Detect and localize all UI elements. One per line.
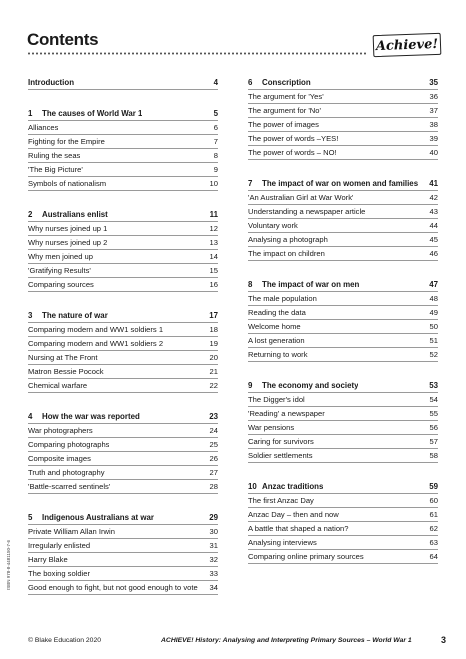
toc-entry[interactable]: [28, 236, 218, 250]
toc-entry-title: Returning to work: [248, 350, 308, 359]
toc-entry-title: A lost generation: [248, 336, 305, 345]
toc-entry[interactable]: [28, 177, 218, 191]
section-title: The impact of war on women and families: [262, 179, 419, 188]
toc-entry[interactable]: [248, 393, 438, 407]
section-title: The economy and society: [262, 381, 359, 390]
toc-entry-page: 57: [429, 437, 438, 446]
toc-entry-page: 6: [213, 123, 218, 132]
section-title: How the war was reported: [42, 412, 140, 421]
toc-entry[interactable]: [248, 421, 438, 435]
toc-entry-title: Comparing online primary sources: [248, 552, 364, 561]
toc-entry-page: 50: [429, 322, 438, 331]
toc-entry-page: 34: [209, 583, 218, 592]
toc-entry-title: Why men joined up: [28, 252, 94, 261]
toc-entry-title: The power of words –YES!: [248, 134, 339, 143]
toc-entry-page: 14: [209, 252, 218, 261]
toc-section: [28, 107, 218, 191]
toc-entry-page: 16: [209, 280, 218, 289]
toc-entry-page: 30: [209, 527, 218, 536]
toc-entry-title: Alliances: [28, 123, 59, 132]
toc-entry-title: The argument for 'Yes': [248, 92, 324, 101]
toc-entry-title: 'Gratifying Results': [28, 266, 91, 275]
toc-entry[interactable]: [248, 320, 438, 334]
footer: [28, 636, 446, 648]
dotted-rule: [27, 52, 367, 55]
toc-entry[interactable]: [28, 525, 218, 539]
toc-entry-page: 37: [429, 106, 438, 115]
toc-entry-title: The power of images: [248, 120, 319, 129]
toc-entry-page: 33: [209, 569, 218, 578]
section-number: 3: [28, 311, 33, 320]
toc-entry-title: Soldier settlements: [248, 451, 313, 460]
toc-entry-page: 7: [213, 137, 218, 146]
toc-section-heading[interactable]: [248, 177, 438, 191]
section-title: Introduction: [28, 78, 75, 87]
toc-entry[interactable]: [248, 292, 438, 306]
toc-entry-title: Chemical warfare: [28, 381, 88, 390]
section-title: Australians enlist: [42, 210, 108, 219]
toc-section: [248, 480, 438, 564]
toc-entry[interactable]: [248, 508, 438, 522]
toc-section: [28, 410, 218, 494]
section-page: 11: [209, 210, 218, 219]
toc-entry-title: Understanding a newspaper article: [248, 207, 366, 216]
toc-entry-title: Harry Blake: [28, 555, 68, 564]
toc-entry-title: Comparing photographs: [28, 440, 110, 449]
toc-entry[interactable]: [28, 438, 218, 452]
toc-entry-page: 51: [429, 336, 438, 345]
toc-entry[interactable]: [28, 365, 218, 379]
section-page: 35: [429, 78, 438, 87]
toc-entry-title: Nursing at The Front: [28, 353, 98, 362]
toc-entry-title: 'Reading' a newspaper: [248, 409, 325, 418]
toc-entry-title: Truth and photography: [28, 468, 105, 477]
toc-entry-title: Good enough to fight, but not good enough to vote: [28, 583, 198, 592]
section-number: 8: [248, 280, 253, 289]
toc-entry-title: Comparing modern and WW1 soldiers 1: [28, 325, 164, 334]
toc-entry-title: Comparing modern and WW1 soldiers 2: [28, 339, 164, 348]
section-page: 17: [209, 311, 218, 320]
toc-entry-page: 64: [429, 552, 438, 561]
section-page: 4: [213, 78, 218, 87]
page-title: Contents: [27, 30, 99, 49]
toc-entry[interactable]: [248, 247, 438, 261]
toc-entry-page: 49: [429, 308, 438, 317]
toc-entry[interactable]: [28, 278, 218, 292]
toc-section-heading[interactable]: [248, 480, 438, 494]
toc-entry-title: 'The Big Picture': [28, 165, 83, 174]
toc-entry[interactable]: [248, 191, 438, 205]
toc-entry-page: 25: [209, 440, 218, 449]
toc-entry-page: 26: [209, 454, 218, 463]
toc-entry-page: 13: [209, 238, 218, 247]
toc-entry-page: 32: [209, 555, 218, 564]
toc-column-left: [28, 76, 218, 612]
toc-entry[interactable]: [248, 435, 438, 449]
section-title: The impact of war on men: [262, 280, 360, 289]
toc-section-heading[interactable]: [28, 76, 218, 90]
section-title: Indigenous Australians at war: [42, 513, 154, 522]
toc-entry[interactable]: [248, 522, 438, 536]
toc-entry-title: Reading the data: [248, 308, 306, 317]
toc-entry-page: 22: [209, 381, 218, 390]
toc-entry-title: The male population: [248, 294, 317, 303]
section-page: 23: [209, 412, 218, 421]
toc-entry-page: 63: [429, 538, 438, 547]
toc-entry[interactable]: [28, 121, 218, 135]
toc-entry-title: War photographers: [28, 426, 93, 435]
toc-entry[interactable]: [248, 90, 438, 104]
section-number: 5: [28, 513, 33, 522]
toc-entry[interactable]: [248, 449, 438, 463]
toc-section-heading[interactable]: [28, 309, 218, 323]
section-number: 4: [28, 412, 33, 421]
toc-entry-page: 42: [429, 193, 438, 202]
section-title: The causes of World War 1: [42, 109, 143, 118]
toc-entry-page: 31: [209, 541, 218, 550]
toc-entry-page: 38: [429, 120, 438, 129]
toc-entry-page: 44: [429, 221, 438, 230]
isbn-text: ISBN 978-8-4481150-7-6: [6, 540, 11, 590]
toc-entry[interactable]: [28, 553, 218, 567]
toc-entry[interactable]: [248, 146, 438, 160]
toc-entry-title: Analysing a photograph: [248, 235, 328, 244]
toc-entry[interactable]: [248, 132, 438, 146]
toc-entry[interactable]: [248, 306, 438, 320]
toc-entry-page: 9: [213, 165, 218, 174]
toc-entry-page: 8: [213, 151, 218, 160]
toc-entry[interactable]: [28, 351, 218, 365]
section-page: 5: [213, 109, 218, 118]
toc-entry[interactable]: [28, 337, 218, 351]
toc-entry-page: 55: [429, 409, 438, 418]
toc-entry-page: 10: [209, 179, 218, 188]
toc-entry[interactable]: [28, 424, 218, 438]
toc-section: [28, 76, 218, 90]
toc-entry-page: 27: [209, 468, 218, 477]
toc-entry-title: The boxing soldier: [28, 569, 91, 578]
toc-entry-title: Ruling the seas: [28, 151, 81, 160]
section-page: 53: [429, 381, 438, 390]
toc-section-heading[interactable]: [28, 410, 218, 424]
section-page: 47: [429, 280, 438, 289]
toc-section: [248, 177, 438, 261]
page-number: 3: [440, 635, 446, 645]
toc-entry-title: Irregularly enlisted: [28, 541, 91, 550]
toc-entry[interactable]: [28, 379, 218, 393]
toc-entry[interactable]: [28, 567, 218, 581]
toc-entry-page: 46: [429, 249, 438, 258]
toc-entry-page: 43: [429, 207, 438, 216]
section-page: 41: [429, 179, 438, 188]
toc-entry-title: 'An Australian Girl at War Work': [248, 193, 354, 202]
toc-entry[interactable]: [28, 222, 218, 236]
section-title: Conscription: [262, 78, 311, 87]
toc-section: [248, 278, 438, 362]
toc-entry-title: The first Anzac Day: [248, 496, 314, 505]
toc-entry-title: Composite images: [28, 454, 91, 463]
toc-entry-title: The argument for 'No': [248, 106, 321, 115]
section-number: 6: [248, 78, 253, 87]
toc-entry-page: 61: [429, 510, 438, 519]
section-page: 59: [429, 482, 438, 491]
toc-entry[interactable]: [28, 452, 218, 466]
toc-section: [248, 76, 438, 160]
toc-entry-page: 39: [429, 134, 438, 143]
toc-entry-page: 15: [209, 266, 218, 275]
toc-entry-page: 52: [429, 350, 438, 359]
toc-entry[interactable]: [28, 323, 218, 337]
toc-section: [28, 208, 218, 292]
toc-entry-page: 62: [429, 524, 438, 533]
toc-column-right: [248, 76, 438, 581]
toc-section: [28, 309, 218, 393]
toc-entry-page: 20: [209, 353, 218, 362]
toc-entry-title: Private William Allan Irwin: [28, 527, 115, 536]
toc-entry-title: Matron Bessie Pocock: [28, 367, 104, 376]
toc-entry-page: 12: [209, 224, 218, 233]
toc-entry-title: The power of words – NO!: [248, 148, 337, 157]
toc-section-heading[interactable]: [248, 379, 438, 393]
copyright-text: © Blake Education 2020: [28, 637, 102, 644]
toc-entry[interactable]: [28, 539, 218, 553]
toc-entry-page: 60: [429, 496, 438, 505]
toc-entry[interactable]: [28, 163, 218, 177]
section-number: 2: [28, 210, 33, 219]
series-title: ACHIEVE! History: Analysing and Interpreting Primary Sources – World War 1: [161, 637, 412, 644]
toc-section-heading[interactable]: [28, 511, 218, 525]
section-title: The nature of war: [42, 311, 108, 320]
toc-entry-page: 48: [429, 294, 438, 303]
toc-entry[interactable]: [28, 466, 218, 480]
toc-entry[interactable]: [248, 334, 438, 348]
toc-entry[interactable]: [248, 348, 438, 362]
toc-entry-page: 18: [209, 325, 218, 334]
toc-entry-page: 58: [429, 451, 438, 460]
toc-entry-title: Welcome home: [248, 322, 301, 331]
toc-entry[interactable]: [28, 135, 218, 149]
section-title: Anzac traditions: [262, 482, 324, 491]
toc-entry-page: 45: [429, 235, 438, 244]
toc-entry[interactable]: [248, 104, 438, 118]
toc-entry[interactable]: [248, 205, 438, 219]
toc-entry[interactable]: [248, 407, 438, 421]
toc-entry-page: 40: [429, 148, 438, 157]
toc-section: [28, 511, 218, 595]
section-number: 1: [28, 109, 33, 118]
toc-entry-page: 24: [209, 426, 218, 435]
toc-entry-title: Voluntary work: [248, 221, 298, 230]
section-number: 10: [248, 482, 257, 491]
toc-entry-page: 36: [429, 92, 438, 101]
toc-section-heading[interactable]: [248, 76, 438, 90]
toc-entry-page: 56: [429, 423, 438, 432]
toc-entry-title: The impact on children: [248, 249, 325, 258]
toc-entry[interactable]: [28, 264, 218, 278]
toc-entry-page: 21: [209, 367, 218, 376]
toc-entry[interactable]: [248, 494, 438, 508]
toc-entry-title: Fighting for the Empire: [28, 137, 105, 146]
toc-entry[interactable]: [248, 536, 438, 550]
toc-entry-title: Anzac Day – then and now: [248, 510, 339, 519]
toc-entry-title: Analysing interviews: [248, 538, 317, 547]
toc-entry-page: 19: [209, 339, 218, 348]
toc-entry[interactable]: [248, 118, 438, 132]
toc-section-heading[interactable]: [28, 208, 218, 222]
section-number: 7: [248, 179, 253, 188]
toc-entry[interactable]: [28, 149, 218, 163]
toc-entry-title: Caring for survivors: [248, 437, 314, 446]
achieve-logo: Achieve!: [373, 33, 442, 57]
toc-entry-title: The Digger's idol: [248, 395, 305, 404]
section-number: 9: [248, 381, 253, 390]
section-page: 29: [209, 513, 218, 522]
toc-entry[interactable]: [28, 250, 218, 264]
toc-entry-title: Why nurses joined up 2: [28, 238, 108, 247]
toc-entry[interactable]: [28, 581, 218, 595]
toc-entry-title: War pensions: [248, 423, 295, 432]
toc-entry-title: Comparing sources: [28, 280, 94, 289]
toc-entry-title: Why nurses joined up 1: [28, 224, 108, 233]
toc-section-heading[interactable]: [248, 278, 438, 292]
toc-entry-title: 'Battle-scarred sentinels': [28, 482, 111, 491]
toc-entry-page: 54: [429, 395, 438, 404]
toc-entry-page: 28: [209, 482, 218, 491]
toc-section-heading[interactable]: [28, 107, 218, 121]
header: [27, 30, 443, 60]
toc-entry-title: Symbols of nationalism: [28, 179, 107, 188]
toc-entry-title: A battle that shaped a nation?: [248, 524, 349, 533]
toc-section: [248, 379, 438, 463]
toc-entry[interactable]: [248, 550, 438, 564]
toc-entry[interactable]: [28, 480, 218, 494]
toc-entry[interactable]: [248, 219, 438, 233]
toc-entry[interactable]: [248, 233, 438, 247]
